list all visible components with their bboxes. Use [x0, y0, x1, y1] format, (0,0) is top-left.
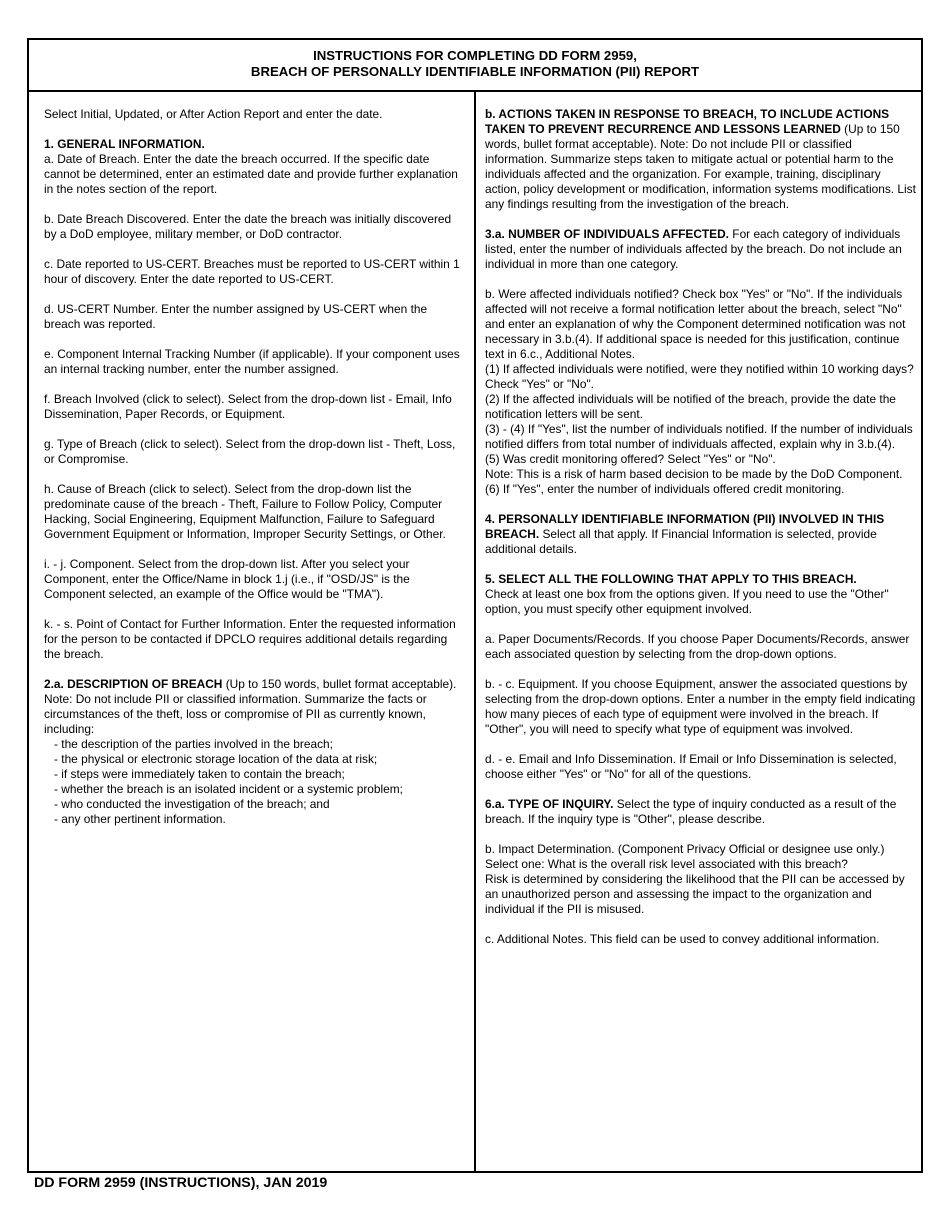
section-3b-item-3-4: (3) - (4) If "Yes", list the number of individuals notified. If the number of individuals notified differs from total number of individuals affected, explain why in 3.b.(4).	[485, 422, 913, 451]
section-2a	[44, 677, 466, 827]
section-1c-text: c. Date reported to US-CERT. Breaches must be reported to US-CERT within 1 hour of discovery. Enter the date reported to US-CERT.	[44, 257, 460, 286]
section-5a	[485, 632, 916, 662]
section-3b-text: b. Were affected individuals notified? Check box "Yes" or "No". If the individuals affected will not receive a formal notification letter about the breach, select "No" and enter an explanation of why the Component determined notification was not necessary in 3.b.(4). If additional space is needed for this justification, continue text in 6.c., Additional Notes.	[485, 287, 906, 361]
section-4-text: Select all that apply. If Financial Information is selected, provide additional details.	[485, 527, 877, 556]
title-line-2: BREACH OF PERSONALLY IDENTIFIABLE INFORMATION (PII) REPORT	[250, 64, 700, 79]
section-1ij	[44, 557, 466, 602]
section-5-heading: 5. SELECT ALL THE FOLLOWING THAT APPLY TO THIS BREACH.	[485, 572, 857, 586]
section-2a-paragraph	[44, 677, 466, 737]
section-6a	[485, 797, 916, 827]
section-2a-heading: 2.a. DESCRIPTION OF BREACH	[44, 677, 223, 691]
section-6a-heading: 6.a. TYPE OF INQUIRY.	[485, 797, 614, 811]
form-header	[29, 40, 921, 92]
section-1-heading: 1. GENERAL INFORMATION.	[44, 137, 205, 151]
list-item: - who conducted the investigation of the breach; and	[54, 797, 330, 811]
right-column	[476, 92, 921, 1171]
section-1d	[44, 302, 466, 332]
section-6b	[485, 842, 916, 917]
section-3a-text: For each category of individuals listed, enter the number of individuals affected by the breach. Do not include an individual in more than one category.	[485, 227, 902, 271]
section-1c	[44, 257, 466, 287]
section-1ij-text: i. - j. Component. Select from the drop-down list. After you select your Component, enter the Office/Name in block 1.j (i.e., if "OSD/JS" is the Component selected, an example of the Office would be "TMA").	[44, 557, 410, 601]
section-3b-item-6: (6) If "Yes", enter the number of individuals offered credit monitoring.	[485, 482, 845, 496]
section-1ks-text: k. - s. Point of Contact for Further Information. Enter the requested information for the person to be contacted if DPCLO requires additional details regarding the breach.	[44, 617, 456, 661]
title-line-1: INSTRUCTIONS FOR COMPLETING DD FORM 2959,	[313, 48, 637, 63]
list-item: - the description of the parties involved in the breach;	[54, 737, 333, 751]
section-4-heading: 4. PERSONALLY IDENTIFIABLE INFORMATION (PII) INVOLVED IN THIS BREACH.	[485, 512, 885, 541]
section-6b-line-2: Select one: What is the overall risk level associated with this breach?	[485, 857, 848, 871]
section-1a-text: a. Date of Breach. Enter the date the breach occurred. If the specific date cannot be determined, enter an estimated date and provide further explanation in the notes section of the report.	[44, 152, 458, 196]
section-6c-text: c. Additional Notes. This field can be used to convey additional information.	[485, 932, 880, 946]
section-1e	[44, 347, 466, 377]
section-5de	[485, 752, 916, 782]
section-1f	[44, 392, 466, 422]
section-3a	[485, 227, 916, 272]
section-1g-text: g. Type of Breach (click to select). Select from the drop-down list - Theft, Loss, or Compromise.	[44, 437, 456, 466]
section-4	[485, 512, 916, 557]
section-5a-text: a. Paper Documents/Records. If you choose Paper Documents/Records, answer each associated question by selecting from the drop-down options.	[485, 632, 910, 661]
section-1b	[44, 212, 466, 242]
section-3b-item-1: (1) If affected individuals were notified, were they notified within 10 working days? Check "Yes" or "No".	[485, 362, 914, 391]
section-5de-text: d. - e. Email and Info Dissemination. If Email or Info Dissemination is selected, choose either "Yes" or "No" for all of the questions.	[485, 752, 897, 781]
section-1f-text: f. Breach Involved (click to select). Select from the drop-down list - Email, Info Dissemination, Paper Records, or Equipment.	[44, 392, 452, 421]
section-6c	[485, 932, 916, 947]
section-2a-bullet-list	[44, 737, 466, 827]
section-2a-text: (Up to 150 words, bullet format acceptable). Note: Do not include PII or classified information. Summarize the facts or circumstances of the theft, loss or compromise of PII as currently known, including:	[44, 677, 457, 736]
intro-text: Select Initial, Updated, or After Action Report and enter the date.	[44, 107, 383, 121]
section-5bc-text: b. - c. Equipment. If you choose Equipment, answer the associated questions by selecting from the drop-down options. Enter a number in the empty field indicating how many pieces of each type of equipment were involved in the breach. If "Other", you will need to specify what type of equipment was involved.	[485, 677, 916, 736]
section-1e-text: e. Component Internal Tracking Number (if applicable). If your component uses an internal tracking number, enter the number assigned.	[44, 347, 460, 376]
section-3a-paragraph	[485, 227, 916, 272]
section-6a-text: Select the type of inquiry conducted as a result of the breach. If the inquiry type is "Other", please describe.	[485, 797, 897, 826]
list-item: - the physical or electronic storage location of the data at risk;	[54, 752, 378, 766]
section-3b-item-2: (2) If the affected individuals will be notified of the breach, provide the date the notification letters will be sent.	[485, 392, 896, 421]
list-item: - whether the breach is an isolated incident or a systemic problem;	[54, 782, 403, 796]
left-column	[29, 92, 476, 1171]
section-1a	[44, 137, 466, 197]
section-6a-paragraph	[485, 797, 916, 827]
section-2b-heading: b. ACTIONS TAKEN IN RESPONSE TO BREACH, TO INCLUDE ACTIONS TAKEN TO PREVENT RECURRENCE AND LESSONS LEARNED	[485, 107, 890, 136]
section-1ks	[44, 617, 466, 662]
section-1d-text: d. US-CERT Number. Enter the number assigned by US-CERT when the breach was reported.	[44, 302, 428, 331]
section-1h	[44, 482, 466, 542]
form-footer-id: DD FORM 2959 (INSTRUCTIONS), JAN 2019	[34, 1175, 328, 1191]
form-frame	[27, 38, 923, 1173]
section-3b-note: Note: This is a risk of harm based decision to be made by the DoD Component.	[485, 467, 903, 481]
section-2b-paragraph	[485, 107, 916, 212]
section-4-paragraph	[485, 512, 916, 557]
section-6b-line-3: Risk is determined by considering the likelihood that the PII can be accessed by an unauthorized person and assessing the impact to the organization and individual if the PII is misused.	[485, 872, 905, 916]
section-6b-line-1: b. Impact Determination. (Component Privacy Official or designee use only.)	[485, 842, 885, 856]
section-3b	[485, 287, 916, 497]
intro-block	[44, 107, 466, 122]
list-item: - any other pertinent information.	[54, 812, 226, 826]
section-3a-heading: 3.a. NUMBER OF INDIVIDUALS AFFECTED.	[485, 227, 729, 241]
section-2b-text: (Up to 150 words, bullet format acceptable). Note: Do not include PII or classified information. Summarize steps taken to mitigate actual or potential harm to the individuals affected and the organization. For example, training, disciplinary action, policy development or modification, information systems modifications. List any findings resulting from the investigation of the breach.	[485, 122, 916, 211]
section-1b-text: b. Date Breach Discovered. Enter the date the breach was initially discovered by a DoD employee, military member, or DoD contractor.	[44, 212, 452, 241]
list-item: - if steps were immediately taken to contain the breach;	[54, 767, 345, 781]
section-5	[485, 572, 916, 617]
section-5bc	[485, 677, 916, 737]
section-2b	[485, 107, 916, 212]
section-1h-text: h. Cause of Breach (click to select). Select from the drop-down list the predominate cause of the breach - Theft, Failure to Follow Policy, Computer Hacking, Social Engineering, Equipment Malfunction, Failure to Safeguard Government Equipment or Information, Improper Security Settings, or Other.	[44, 482, 446, 541]
section-1g	[44, 437, 466, 467]
section-5-text: Check at least one box from the options given. If you need to use the "Other" option, you must specify other equipment involved.	[485, 587, 889, 616]
section-3b-item-5: (5) Was credit monitoring offered? Select "Yes" or "No".	[485, 452, 776, 466]
